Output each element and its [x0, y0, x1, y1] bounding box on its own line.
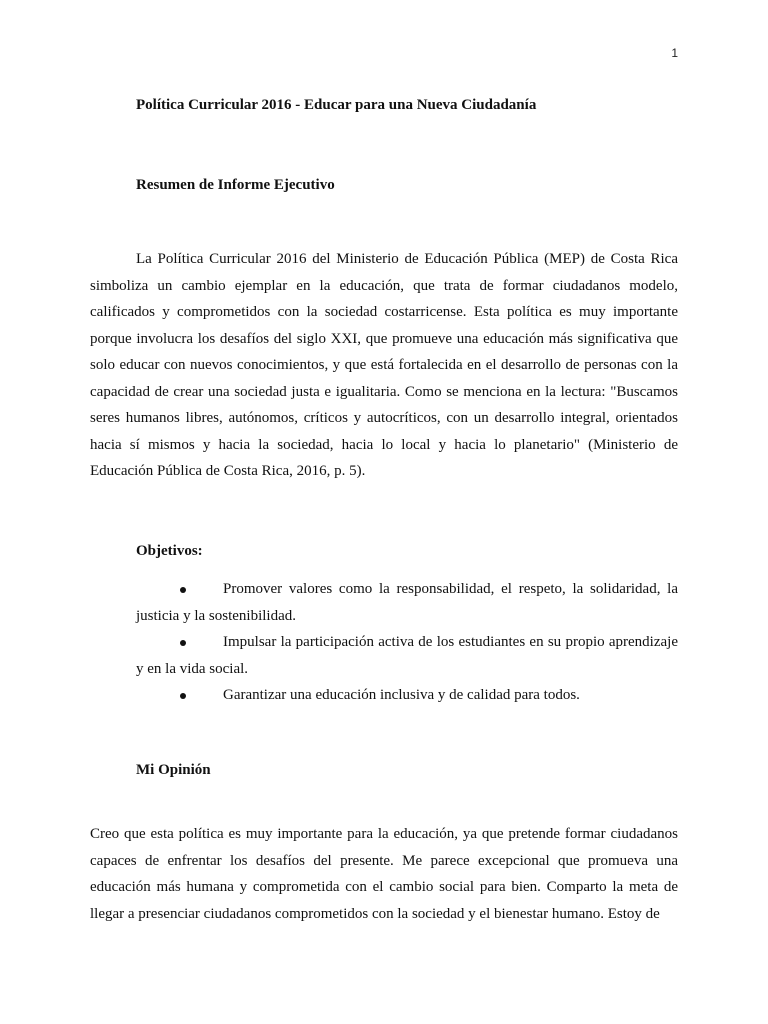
intro-paragraph: La Política Curricular 2016 del Ministerio de Educación Pública (MEP) de Costa Rica simboliza un cambio ejemplar en la educación, que trata de formar ciudadanos modelo, calificados y comprometidos con la sociedad costarricense. Esta política es muy importante porque involucra los desafíos del siglo XXI, que promueve una educación más significativa que solo educar con nuevos conocimientos, y que está fortalecida en el desarrollo de personas con la capacidad de crear una sociedad justa e igualitaria. Como se menciona en la lectura: "Buscamos seres humanos libres, autónomos, críticos y autocríticos, con un desarrollo integral, orientados hacia sí mismos y hacia la sociedad, hacia lo local y hacia lo planetario" (Ministerio de Educación Pública de Costa Rica, 2016, p. 5). [90, 251, 678, 479]
bullet-icon [180, 640, 186, 646]
list-item-text: Promover valores como la responsabilidad, el respeto, la solidaridad, la justicia y la sostenibilidad. [136, 581, 678, 624]
section-heading-summary: Resumen de Informe Ejecutivo [136, 176, 335, 193]
list-item [136, 629, 678, 682]
list-item [136, 682, 678, 709]
document-title: Política Curricular 2016 - Educar para una Nueva Ciudadanía [136, 97, 537, 113]
list-item-text: Impulsar la participación activa de los estudiantes en su propio aprendizaje y en la vida social. [136, 634, 678, 677]
bullet-icon [180, 587, 186, 593]
section-heading-objectives: Objetivos: [136, 542, 203, 559]
opinion-paragraph: Creo que esta política es muy importante para la educación, ya que pretende formar ciudadanos capaces de enfrentar los desafíos del presente. Me parece excepcional que promueva una educación más humana y comprometida con el cambio social para bien. Comparto la meta de llegar a presenciar ciudadanos comprometidos con la sociedad y el bienestar humano. Estoy de [90, 826, 678, 922]
section-heading-opinion: Mi Opinión [136, 761, 211, 778]
list-item [136, 576, 678, 629]
page-number: 1 [671, 46, 678, 60]
objectives-list [90, 576, 678, 709]
bullet-icon [180, 693, 186, 699]
document-body [90, 92, 678, 927]
list-item-text: Garantizar una educación inclusiva y de calidad para todos. [223, 687, 580, 703]
